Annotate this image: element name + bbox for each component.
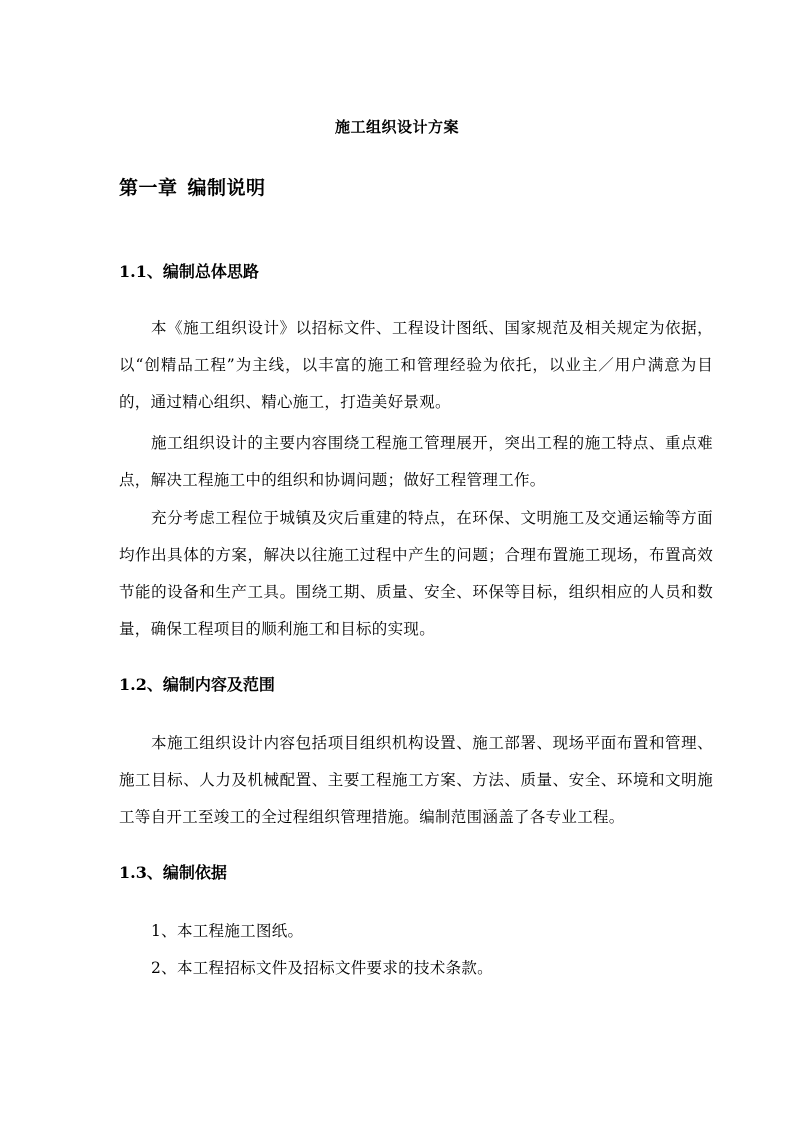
section-heading-1-3: 1.3、编制依据 <box>119 863 227 882</box>
paragraph: 本施工组织设计内容包括项目组织机构设置、施工部署、现场平面布置和管理、施工目标、人力及机械配置、主要工程施工方案、方法、质量、安全、环境和文明施工等自开工至竣工的全过程组织管理措施。编制范围涵盖了各专业工程。 <box>119 734 713 826</box>
chapter-heading <box>119 173 266 200</box>
chapter-number: 第一章 <box>119 177 178 199</box>
list-item: 2、本工程招标文件及招标文件要求的技术条款。 <box>151 959 493 977</box>
chapter-title: 编制说明 <box>187 177 266 199</box>
list-item: 1、本工程施工图纸。 <box>151 922 304 940</box>
section-heading-1-2: 1.2、编制内容及范围 <box>119 675 275 694</box>
document-title: 施工组织设计方案 <box>334 118 459 136</box>
paragraph: 充分考虑工程位于城镇及灾后重建的特点，在环保、文明施工及交通运输等方面均作出具体的方案，解决以往施工过程中产生的问题；合理布置施工现场，布置高效节能的设备和生产工具。围绕工期、质量、安全、环保等目标，组织相应的人员和数量，确保工程项目的顺利施工和目标的实现。 <box>119 509 713 638</box>
section-heading-1-1: 1.1、编制总体思路 <box>119 262 259 281</box>
paragraph: 本《施工组织设计》以招标文件、工程设计图纸、国家规范及相关规定为依据，以“创精品工程”为主线，以丰富的施工和管理经验为依托，以业主／用户满意为目的，通过精心组织、精心施工，打造美好景观。 <box>119 319 713 411</box>
paragraph: 施工组织设计的主要内容围绕工程施工管理展开，突出工程的施工特点、重点难点，解决工程施工中的组织和协调问题；做好工程管理工作。 <box>119 434 713 489</box>
